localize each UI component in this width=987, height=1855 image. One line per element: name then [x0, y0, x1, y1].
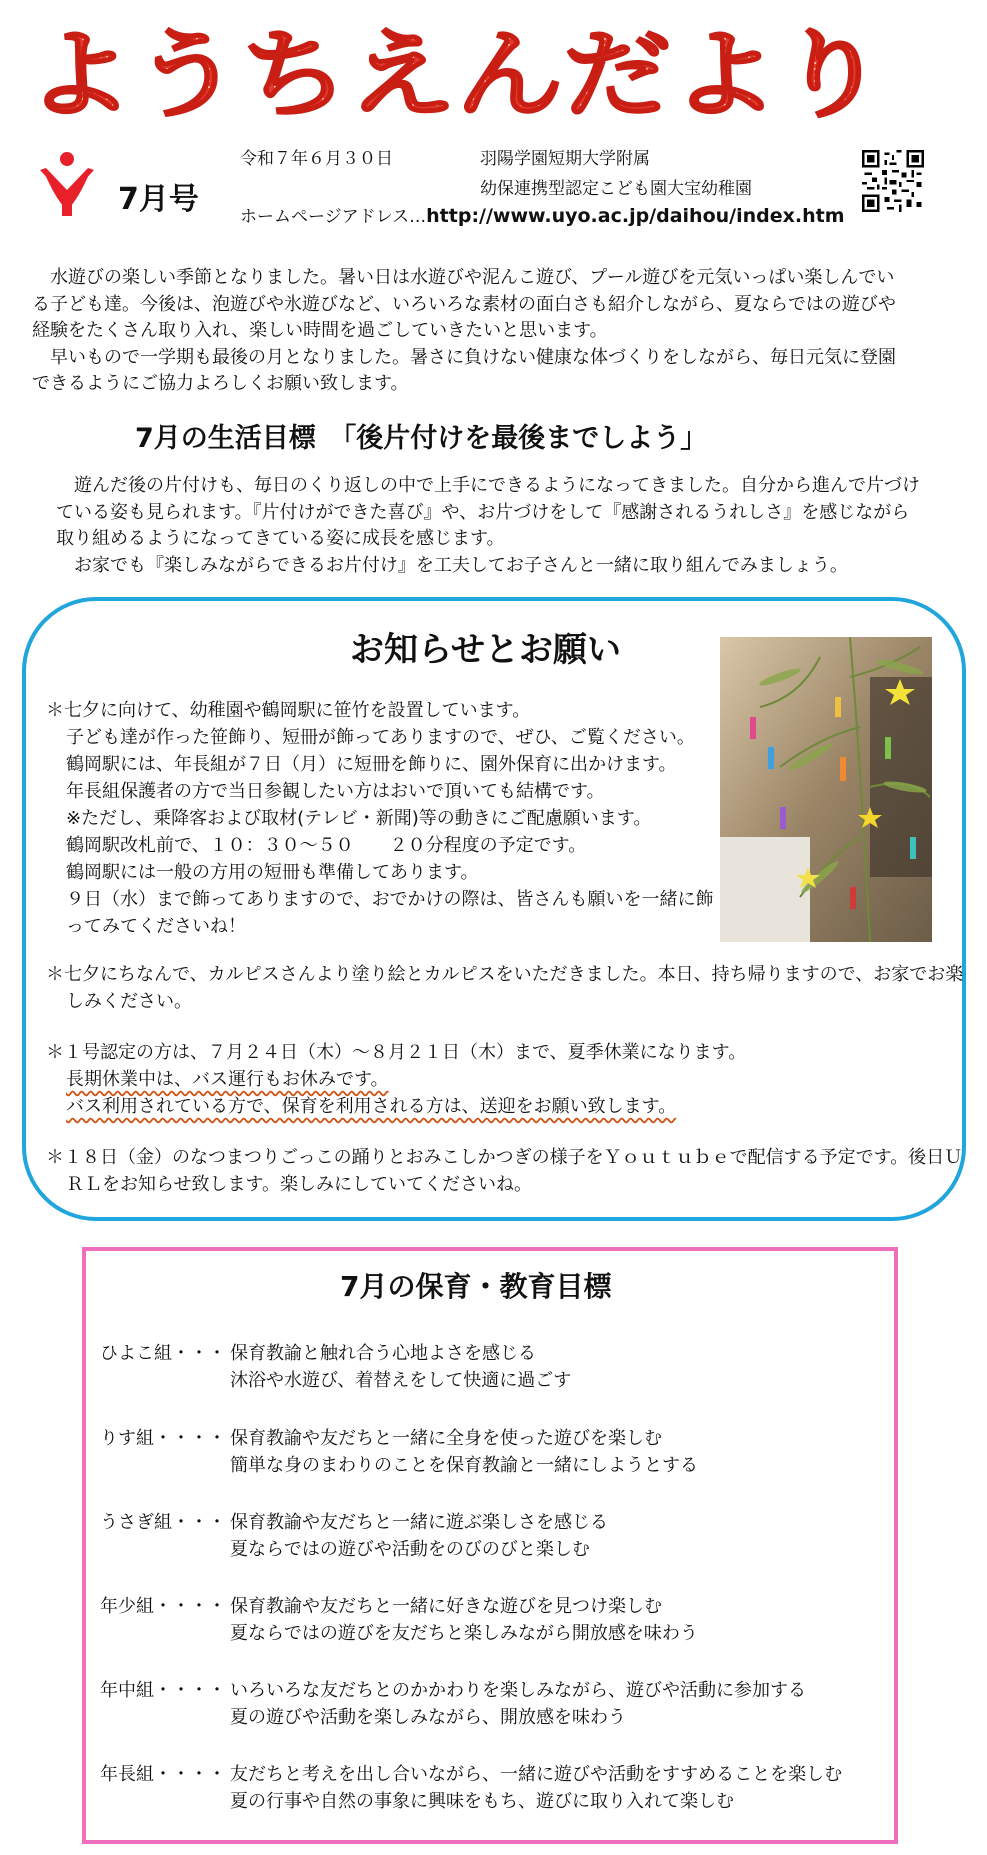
class-name: ひよこ組・・・	[100, 1343, 226, 1364]
notice-line: ＊七夕に向けて、幼稚園や鶴岡駅に笹竹を設置しています。	[46, 700, 531, 721]
goal-paragraph: 遊んだ後の片付けも、毎日のくり返しの中で上手にできるようになってきました。自分から進んで片づけている姿も見られます。『片付けができた喜び』や、お片づけをして『感謝されるうれしさ』を感じながら取り組めるようになってきている姿に成長を感じます。	[56, 475, 920, 549]
goal-line: いろいろな友だちとのかかわりを楽しみながら、遊びや活動に参加する	[230, 1680, 806, 1701]
notice-title: お知らせとお願い	[350, 630, 621, 670]
goal-line: 友だちと考えを出し合いながら、一緒に遊びや活動をすすめることを楽しむ	[230, 1764, 843, 1785]
edu-row-usagi	[100, 1509, 890, 1563]
goal-line: 夏ならではの遊びや活動をのびのびと楽しむ	[230, 1539, 590, 1560]
goal-line: 沐浴や水遊び、着替えをして快適に過ごす	[230, 1370, 572, 1391]
edu-row-nensho	[100, 1593, 890, 1647]
education-goals-title: 7月の保育・教育目標	[340, 1270, 612, 1303]
school-logo	[36, 150, 98, 218]
issue-number: 7月号	[118, 182, 199, 217]
goal-line: 保育教諭や友だちと一緒に好きな遊びを見つけ楽しむ	[230, 1596, 662, 1617]
notice-line: ※ただし、乗降客および取材(テレビ・新聞)等の動きにご配慮願います。	[66, 808, 652, 829]
goal-paragraph: お家でも『楽しみながらできるお片付け』を工夫してお子さんと一緒に取り組んでみましょう。	[56, 554, 848, 576]
edu-row-hiyoko	[100, 1340, 890, 1394]
edu-row-nencho	[100, 1761, 890, 1815]
goal-line: 保育教諭や友だちと一緒に遊ぶ楽しさを感じる	[230, 1512, 608, 1533]
class-name: 年中組・・・・	[100, 1680, 226, 1701]
notice-item-calpis: ＊七夕にちなんで、カルピスさんより塗り絵とカルピスをいただきました。本日、持ち帰りますので、お家でお楽しみください。	[46, 964, 964, 1012]
homepage-url[interactable]: http://www.uyo.ac.jp/daihou/index.htm	[426, 205, 845, 227]
class-name: 年長組・・・・	[100, 1764, 226, 1785]
notice-line: 鶴岡駅には、年長組が７日（月）に短冊を飾りに、園外保育に出かけます。	[66, 754, 677, 775]
school-name-line1: 羽陽学園短期大学附属	[480, 149, 650, 169]
life-goal-heading: 7月の生活目標 「後片付けを最後までしよう」	[135, 423, 708, 454]
tanabata-photo	[720, 637, 932, 942]
notice-line: ＊１号認定の方は、７月２４日（木）～８月２１日（木）まで、夏季休業になります。	[46, 1042, 747, 1063]
intro-paragraph: 水遊びの楽しい季節となりました。暑い日は水遊びや泥んこ遊び、プール遊びを元気いっぱい楽しんでいる子ども達。今後は、泡遊びや氷遊びなど、いろいろな素材の面白さも紹介しながら、夏ならではの遊びや経験をたくさん取り入れ、楽しい時間を過ごしていきたいと思います。	[32, 267, 896, 341]
notice-line: 鶴岡駅改札前で、１０：３０～５０ ２０分程度の予定です。	[66, 835, 587, 856]
goal-line: 保育教諭と触れ合う心地よさを感じる	[230, 1343, 536, 1364]
goal-line: 簡単な身のまわりのことを保育教諭と一緒にしようとする	[230, 1455, 698, 1476]
goal-line: 夏の行事や自然の事象に興味をもち、遊びに取り入れて楽しむ	[230, 1791, 734, 1812]
newsletter-title	[20, 0, 900, 130]
class-name: りす組・・・・	[100, 1428, 226, 1449]
notice-line: 子ども達が作った笹飾り、短冊が飾ってありますので、ぜひ、ご覧ください。	[66, 727, 695, 748]
svg-text:ようちえんだより: ようちえんだより	[26, 19, 886, 130]
class-name: 年少組・・・・	[100, 1596, 226, 1617]
notice-item-summer-break	[46, 1039, 946, 1120]
notice-line: 年長組保護者の方で当日参観したい方はおいで頂いても結構です。	[66, 781, 605, 802]
notice-item-tanabata	[46, 697, 726, 940]
intro-section	[32, 265, 912, 398]
goal-line: 保育教諭や友だちと一緒に全身を使った遊びを楽しむ	[230, 1428, 662, 1449]
notice-line: ９日（水）まで飾ってありますので、おでかけの際は、皆さんも願いを一緒に飾ってみてくださいね！	[66, 889, 714, 937]
edu-row-risu	[100, 1425, 890, 1479]
intro-paragraph: 早いもので一学期も最後の月となりました。暑さに負けない健康な体づくりをしながら、毎日元気に登園できるようにご協力よろしくお願い致します。	[32, 346, 896, 394]
homepage-line	[240, 202, 845, 227]
notice-line-underlined: バス利用されている方で、保育を利用される方は、送迎をお願い致します。	[66, 1096, 677, 1117]
life-goal-body	[56, 473, 926, 579]
notice-line-underlined: 長期休業中は、バス運行もお休みです。	[66, 1069, 389, 1090]
issue-date: 令和７年６月３０日	[240, 149, 393, 169]
edu-row-nenchu	[100, 1677, 890, 1731]
notice-item-youtube: ＊１８日（金）のなつまつりごっこの踊りとおみこしかつぎの様子をＹｏｕｔｕｂｅで配信する予定です。後日ＵＲＬをお知らせ致します。楽しみにしていてくださいね。	[46, 1147, 963, 1195]
class-name: うさぎ組・・・	[100, 1512, 226, 1533]
school-name-line2: 幼保連携型認定こども園大宝幼稚園	[480, 179, 752, 199]
notice-line: 鶴岡駅には一般の方用の短冊も準備してあります。	[66, 862, 479, 883]
goal-line: 夏の遊びや活動を楽しみながら、開放感を味わう	[230, 1707, 626, 1728]
homepage-label: ホームページアドレス…	[240, 207, 427, 227]
qr-code	[862, 150, 924, 212]
goal-line: 夏ならではの遊びを友だちと楽しみながら開放感を味わう	[230, 1623, 698, 1644]
